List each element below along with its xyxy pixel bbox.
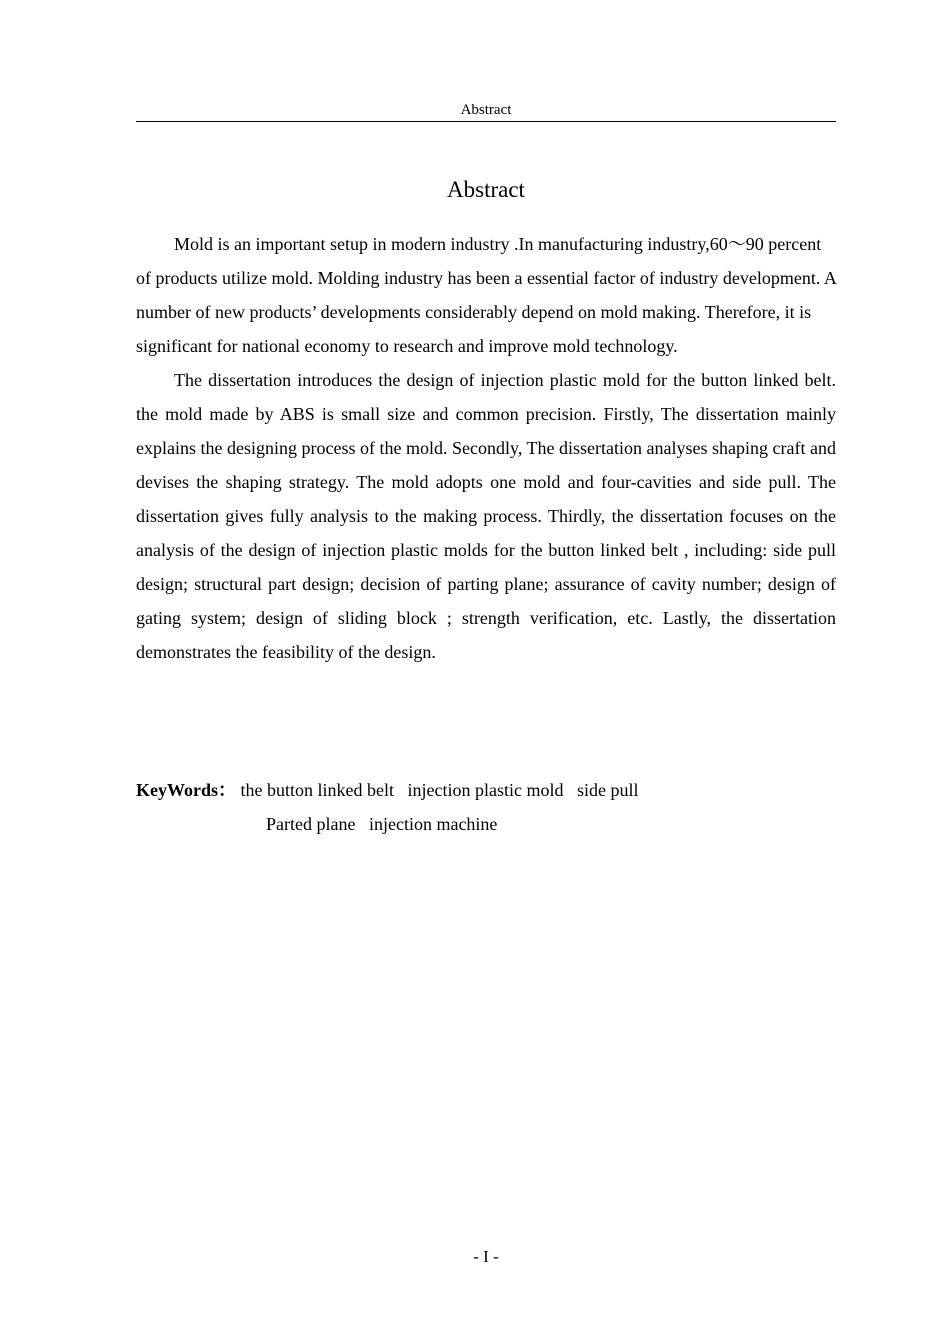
keywords-block <box>136 773 836 841</box>
page-number: - I - <box>473 1247 499 1266</box>
running-header <box>136 101 836 122</box>
abstract-paragraph-2: The dissertation introduces the design of injection plastic mold for the button linked belt. the mold made by ABS is small size and common precision. Firstly, The dissertation mainly explains the designing process of the mold. Secondly, The dissertation analyses shaping craft and devises the shaping strategy. The mold adopts one mold and four-cavities and side pull. The dissertation gives fully analysis to the making process. Thirdly, the dissertation focuses on the analysis of the design of injection plastic molds for the button linked belt , including: side pull design; structural part design; decision of parting plane; assurance of cavity number; design of gating system; design of sliding block ; strength verification, etc. Lastly, the dissertation demonstrates the feasibility of the design. <box>136 370 836 662</box>
running-header-title: Abstract <box>460 102 512 118</box>
page-title: Abstract <box>447 177 525 202</box>
keyword-item: injection machine <box>368 814 498 834</box>
keyword-item: the button linked belt <box>240 780 394 800</box>
keyword-item: side pull <box>576 780 639 800</box>
abstract-body <box>136 227 836 669</box>
keywords-line-1 <box>136 773 836 807</box>
keywords-line-2 <box>136 807 836 841</box>
abstract-paragraph-1: Mold is an important setup in modern industry .In manufacturing industry,60～90 percent of products utilize mold. Molding industry has been a essential factor of industry development. A number of new products’ developments considerably depend on mold making. Therefore, it is significant for national economy to research and improve mold technology. <box>136 234 836 356</box>
keyword-item: injection plastic mold <box>407 780 564 800</box>
keyword-item: Parted plane <box>266 814 356 834</box>
keywords-label: KeyWords： <box>136 780 237 800</box>
